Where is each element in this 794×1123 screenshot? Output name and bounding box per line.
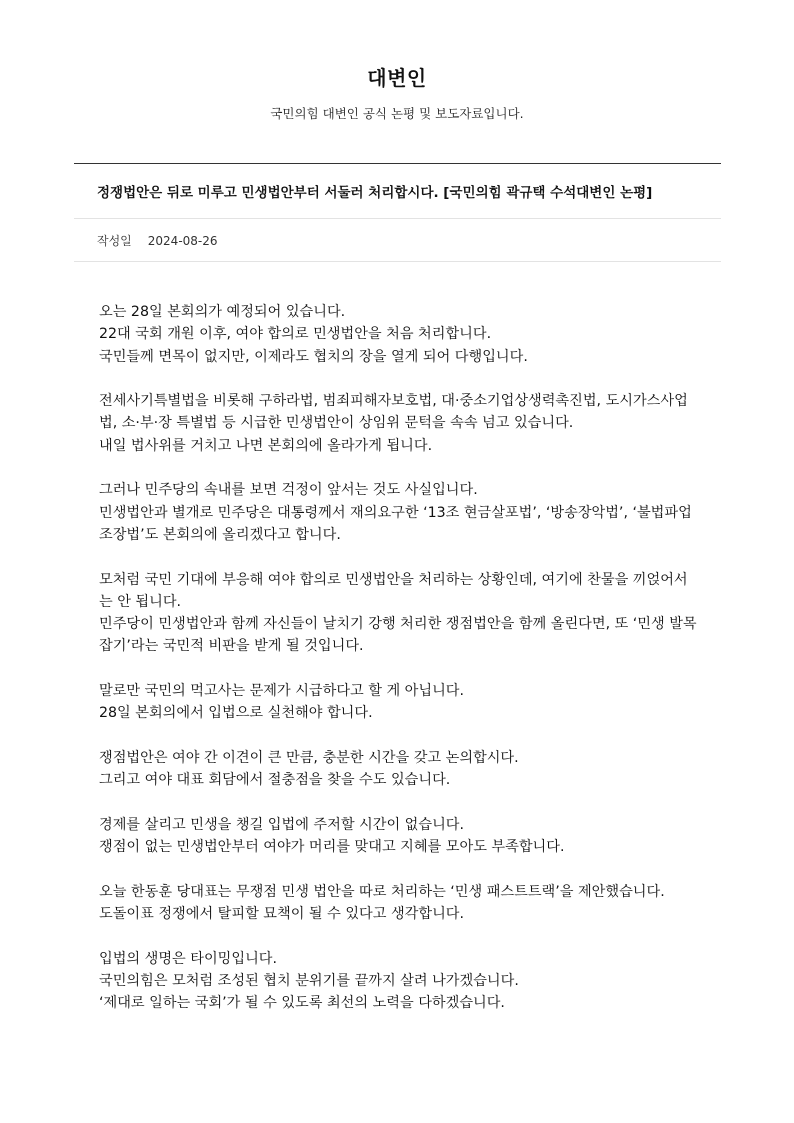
meta-date-label: 작성일 [97,234,132,248]
body-paragraph: 경제를 살리고 민생을 챙길 입법에 주저할 시간이 없습니다. 쟁점이 없는 민생법안부터 여야가 머리를 맞대고 지혜를 모아도 부족합니다. [99,816,565,856]
body-paragraph: 입법의 생명은 타이밍입니다. 국민의힘은 모처럼 조성된 협치 분위기를 끝까지 살려 나가겠습니다. ‘제대로 일하는 국회’가 될 수 있도록 최선의 노력을 다하겠습니다. [99,950,519,1012]
post-body [99,301,699,1037]
body-paragraph: 오늘 한동훈 당대표는 무쟁점 민생 법안을 따로 처리하는 ‘민생 패스트트랙’을 제안했습니다. 도돌이표 정쟁에서 탈피할 묘책이 될 수 있다고 생각합니다. [99,883,665,923]
body-paragraph: 전세사기특별법을 비롯해 구하라법, 범죄피해자보호법, 대·중소기업상생력촉진법, 도시가스사업법, 소·부·장 특별법 등 시급한 민생법안이 상임위 문턱을 속속 넘고 있습니다. 내일 법사위를 거치고 나면 본회의에 올라가게 됩니다. [99,393,688,454]
header-divider [74,163,721,164]
title-divider [74,218,721,219]
post-title: 정쟁법안은 뒤로 미루고 민생법안부터 서둘러 처리합시다. [국민의힘 곽규택 수석대변인 논평] [97,185,653,201]
body-paragraph: 모처럼 국민 기대에 부응해 여야 합의로 민생법안을 처리하는 상황인데, 여기에 찬물을 끼얹어서는 안 됩니다. 민주당이 민생법안과 함께 자신들이 날치기 강행 처리한 쟁점법안을 함께 올린다면, 또 ‘민생 발목잡기’라는 국민적 비판을 받게 될 것입니다. [99,571,697,655]
body-paragraph: 말로만 국민의 먹고사는 문제가 시급하다고 할 게 아닙니다. 28일 본회의에서 입법으로 실천해야 합니다. [99,683,465,722]
body-paragraph: 오는 28일 본회의가 예정되어 있습니다. 22대 국회 개원 이후, 여야 합의로 민생법안을 처음 처리합니다. 국민들께 면목이 없지만, 이제라도 협치의 장을 열게 되어 다행입니다. [99,304,528,365]
site-subtitle: 국민의힘 대변인 공식 논평 및 보도자료입니다. [270,106,524,121]
post-date: 2024-08-26 [147,234,218,248]
meta-divider [74,261,721,262]
post-meta [97,232,218,249]
body-paragraph: 그러나 민주당의 속내를 보면 걱정이 앞서는 것도 사실입니다. 민생법안과 별개로 민주당은 대통령께서 재의요구한 ‘13조 현금살포법’, ‘방송장악법’, ‘불법파업 조장법’도 본회의에 올리겠다고 합니다. [99,482,692,543]
body-paragraph: 쟁점법안은 여야 간 이견이 큰 만큼, 충분한 시간을 갖고 논의합시다. 그리고 여야 대표 회담에서 절충점을 찾을 수도 있습니다. [99,749,519,789]
site-title: 대변인 [367,66,427,90]
